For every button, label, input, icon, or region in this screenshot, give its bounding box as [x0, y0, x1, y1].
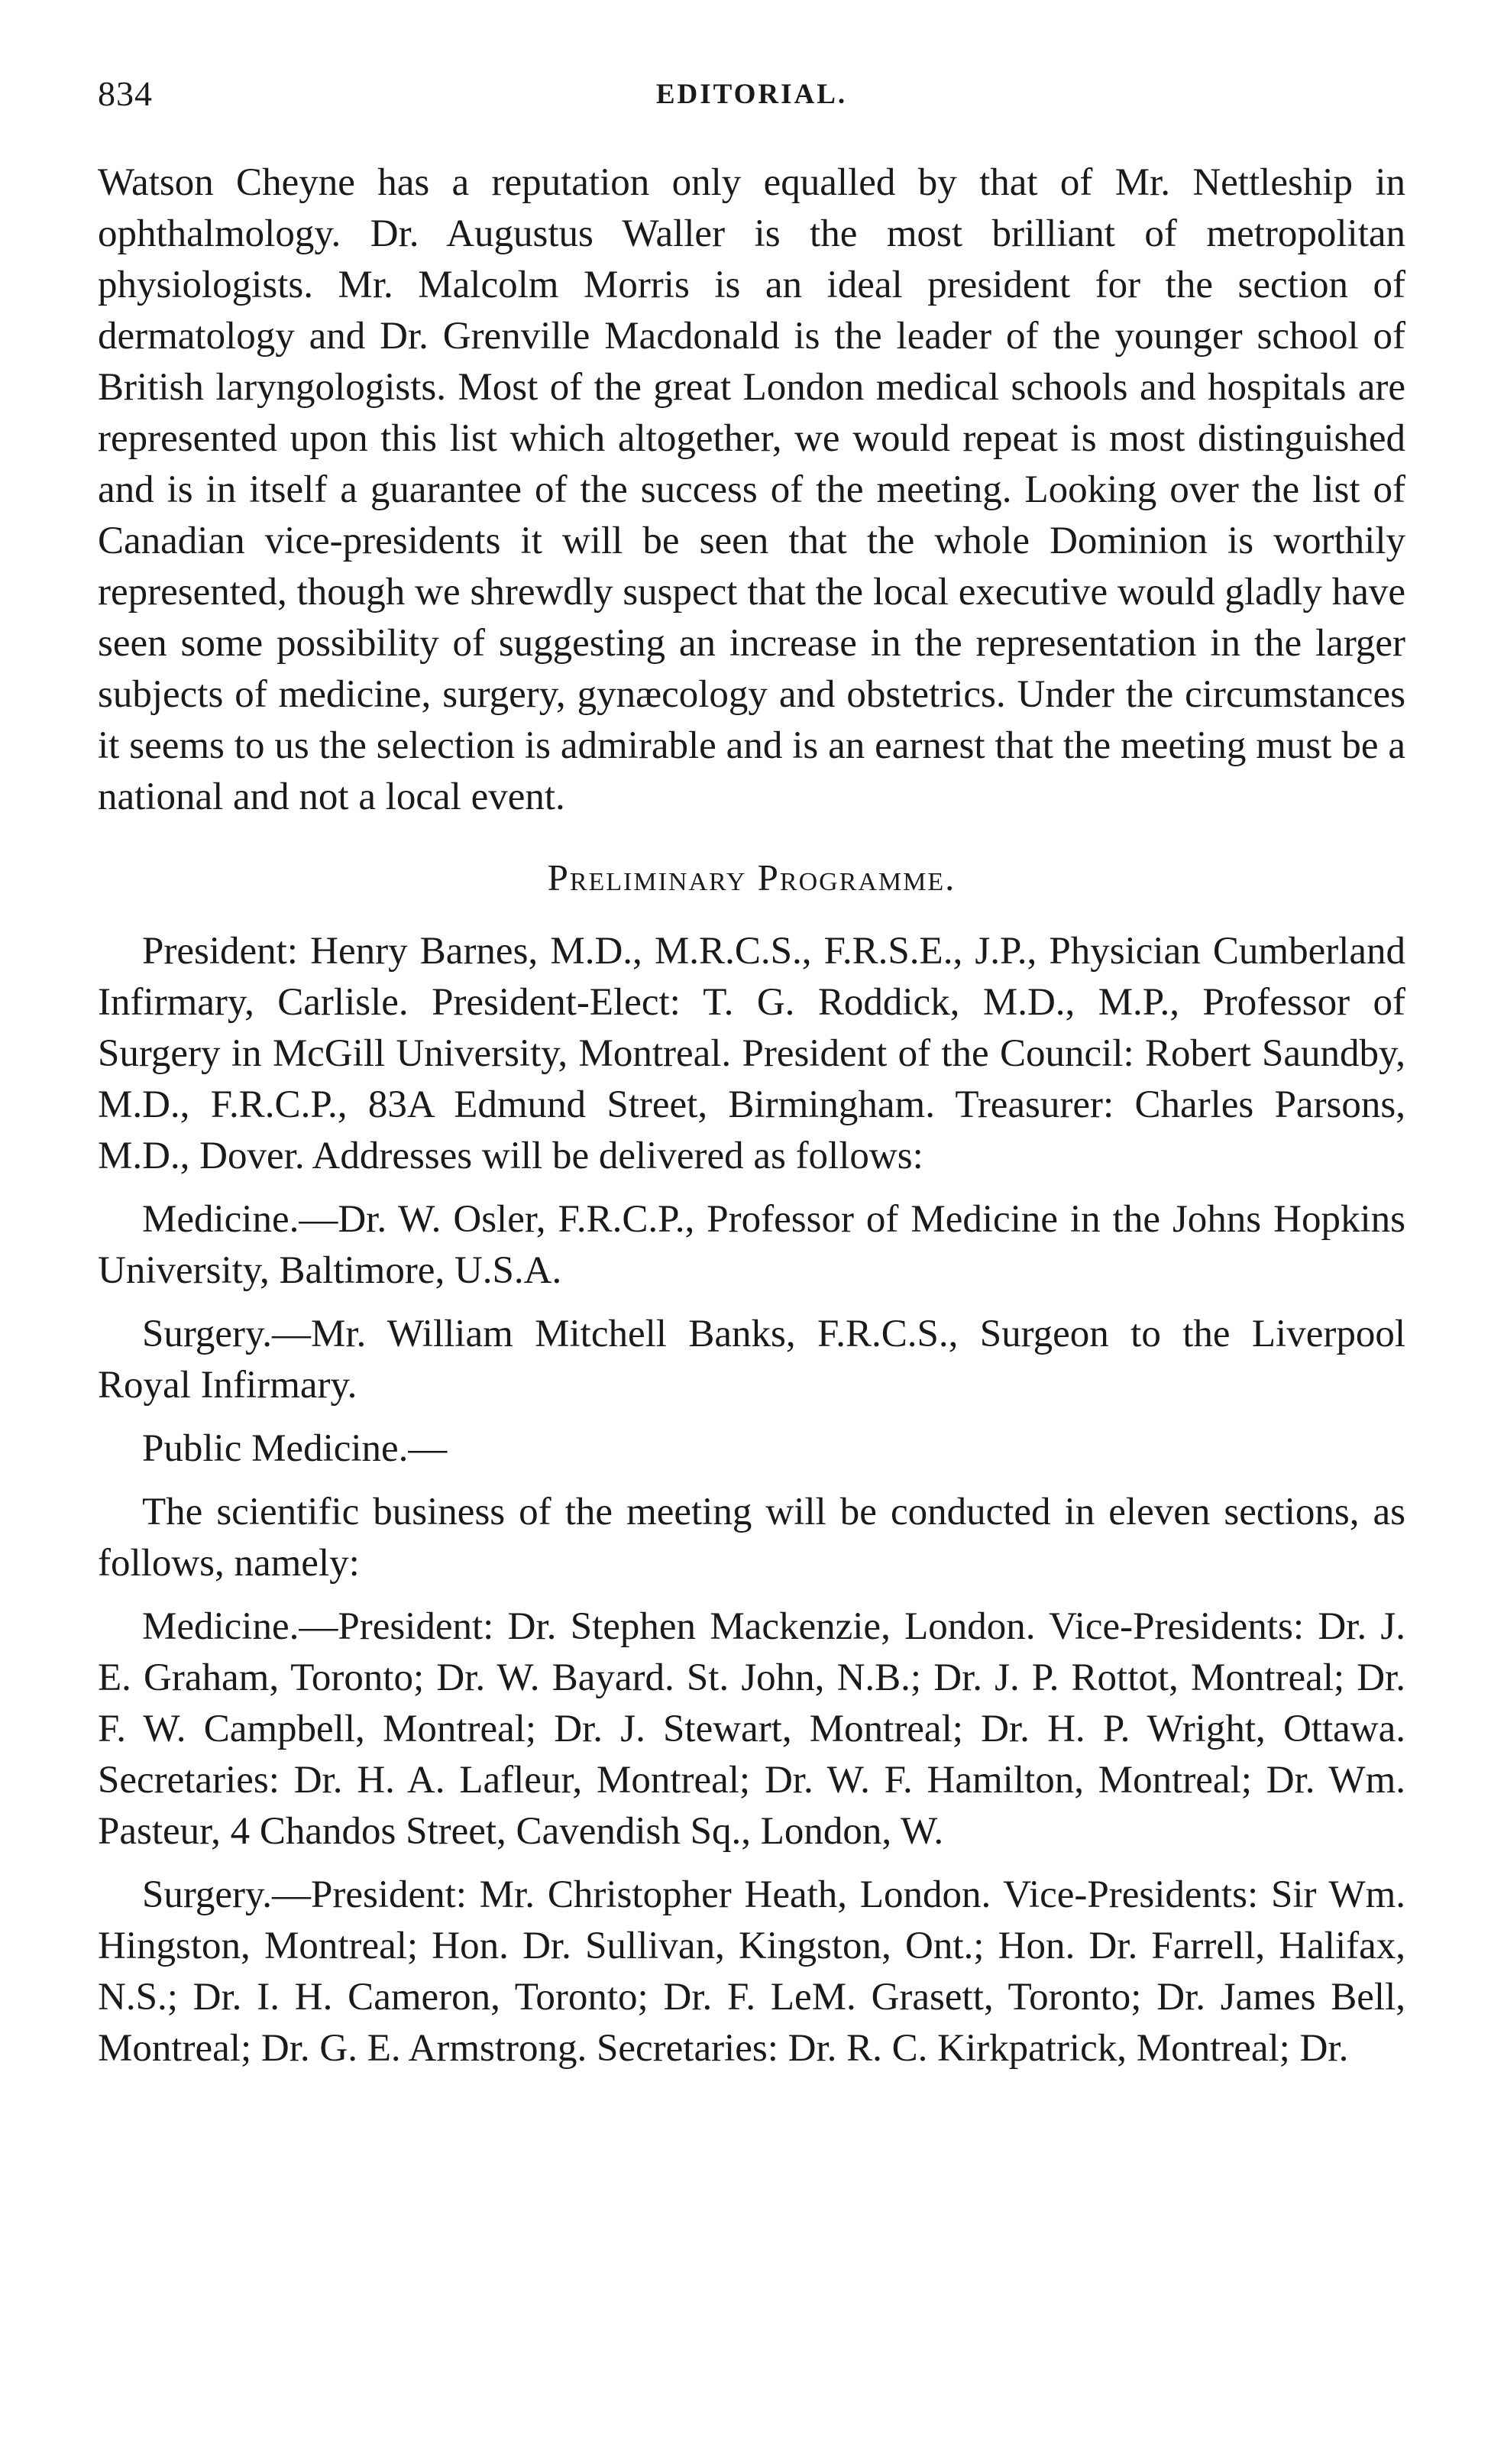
- paragraph-section-surgery: Surgery.—President: Mr. Christopher Heath, London. Vice-Presidents: Sir Wm. Hingston, Montreal; Hon. Dr. Sullivan, Kingston, Ont.; Hon. Dr. Farrell, Halifax, N.S.; Dr. I. H. Cameron, Toronto; Dr. F. LeM. Grasett, Toronto; Dr. James Bell, Montreal; Dr. G. E. Armstrong. Secretaries: Dr. R. C. Kirkpatrick, Montreal; Dr.: [98, 1873, 1405, 2070]
- paragraph-section-medicine: Medicine.—President: Dr. Stephen Mackenzie, London. Vice-Presidents: Dr. J. E. Graham, Toronto; Dr. W. Bayard. St. John, N.B.; Dr. J. P. Rottot, Montreal; Dr. F. W. Campbell, Montreal; Dr. J. Stewart, Montreal; Dr. H. P. Wright, Ottawa. Secretaries: Dr. H. A. Lafleur, Montreal; Dr. W. F. Hamilton, Montreal; Dr. Wm. Pasteur, 4 Chandos Street, Cavendish Sq., London, W.: [98, 1605, 1405, 1853]
- page-number: 834: [98, 74, 153, 113]
- paragraph-address-medicine: Medicine.—Dr. W. Osler, F.R.C.P., Professor of Medicine in the Johns Hopkins University, Baltimore, U.S.A.: [98, 1198, 1405, 1292]
- paragraph-continuation: Watson Cheyne has a reputation only equalled by that of Mr. Nettleship in ophthalmology. Dr. Augustus Waller is the most brilliant of metropolitan physiologists. Mr. Malcolm Morris is an ideal president for the section of dermatology and Dr. Grenville Macdonald is the leader of the younger school of British laryngologists. Most of the great London medical schools and hospitals are represented upon this list which altogether, we would repeat is most distinguished and is in itself a guarantee of the success of the meeting. Looking over the list of Canadian vice-presidents it will be seen that the whole Dominion is worthily represented, though we shrewdly suspect that the local executive would gladly have seen some possibility of suggesting an increase in the representation in the larger subjects of medicine, surgery, gynæcology and obstetrics. Under the circumstances it seems to us the selection is admirable and is an earnest that the meeting must be a national and not a local event.: [98, 161, 1405, 818]
- paragraph-sections-intro: The scientific business of the meeting will be conducted in eleven sections, as follows, namely:: [98, 1491, 1405, 1585]
- page-header: [98, 73, 1405, 119]
- paragraph-address-surgery: Surgery.—Mr. William Mitchell Banks, F.R.C.S., Surgeon to the Liverpool Royal Infirmary.: [98, 1313, 1405, 1407]
- paragraph-address-public-medicine: Public Medicine.—: [142, 1427, 448, 1470]
- section-heading: Preliminary Programme.: [547, 856, 956, 899]
- running-head: EDITORIAL.: [655, 79, 848, 110]
- paragraph-officers: President: Henry Barnes, M.D., M.R.C.S., F.R.S.E., J.P., Physician Cumberland Infirmary, Carlisle. President-Elect: T. G. Roddick, M.D., M.P., Professor of Surgery in McGill University, Montreal. President of the Council: Robert Saundby, M.D., F.R.C.P., 83A Edmund Street, Birmingham. Treasurer: Charles Parsons, M.D., Dover. Addresses will be delivered as follows:: [98, 930, 1405, 1177]
- body-text: [98, 157, 1405, 2074]
